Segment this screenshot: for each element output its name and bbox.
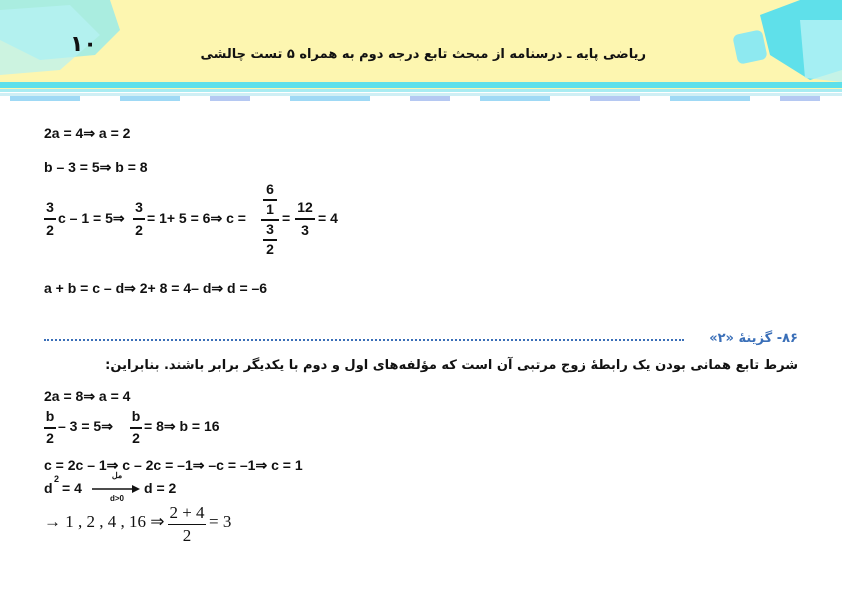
header-stripes xyxy=(0,82,842,104)
section-divider xyxy=(44,339,684,341)
page-header xyxy=(0,0,842,90)
header-decoration xyxy=(0,0,842,90)
page-title: ریاضی پایه ـ درسنامه از مبحث تابع درجه دوم به همراه ۵ تست چالشی xyxy=(200,47,646,62)
equation-line: 2a = 4⇒ a = 2 xyxy=(44,125,131,141)
question-label: ۸۶- گزینهٔ «۲» xyxy=(709,331,798,346)
equation-line: c = 2c – 1⇒ c – 2c = –1⇒ –c = –1⇒ c = 1 xyxy=(44,457,303,473)
equation-line: a + b = c – d⇒ 2+ 8 = 4– d⇒ d = –6 xyxy=(44,280,268,296)
question-statement: شرط تابع همانی بودن یک رابطهٔ زوج مرتبی آن است که مؤلفه‌های اول و دوم با یکدیگر برابر باشند. بنابراین: xyxy=(105,358,798,373)
equation-line: b – 3 = 5⇒ b = 8 xyxy=(44,159,148,175)
arrow-icon xyxy=(92,484,140,494)
equation-line: 2a = 8⇒ a = 4 xyxy=(44,388,131,404)
page-number: ۱۰ xyxy=(70,32,97,57)
